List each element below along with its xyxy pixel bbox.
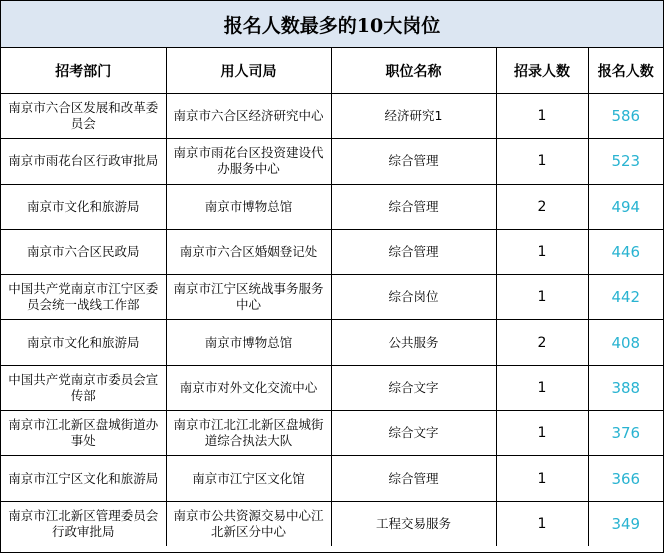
hires-cell: 1 xyxy=(496,501,588,546)
bureau-cell: 南京市公共资源交易中心江北新区分中心 xyxy=(166,501,331,546)
hires-cell: 1 xyxy=(496,275,588,320)
table-row xyxy=(1,411,663,456)
position-cell: 综合岗位 xyxy=(331,275,496,320)
table-row xyxy=(1,229,663,274)
dept-cell: 南京市江北新区盘城街道办事处 xyxy=(1,411,166,456)
header-hires: 招录人数 xyxy=(496,48,588,94)
bureau-cell: 南京市江北江北新区盘城街道综合执法大队 xyxy=(166,411,331,456)
hires-cell: 1 xyxy=(496,411,588,456)
position-cell: 综合文字 xyxy=(331,365,496,410)
position-cell: 综合管理 xyxy=(331,456,496,501)
table-row xyxy=(1,139,663,184)
applicants-cell: 446 xyxy=(588,229,663,274)
dept-cell: 南京市文化和旅游局 xyxy=(1,320,166,365)
position-cell: 综合管理 xyxy=(331,184,496,229)
hires-cell: 1 xyxy=(496,139,588,184)
title-row xyxy=(1,1,663,48)
dept-cell: 南京市六合区发展和改革委员会 xyxy=(1,94,166,139)
hires-cell: 1 xyxy=(496,94,588,139)
bureau-cell: 南京市江宁区文化馆 xyxy=(166,456,331,501)
header-dept: 招考部门 xyxy=(1,48,166,94)
applicants-cell: 408 xyxy=(588,320,663,365)
applicants-cell: 523 xyxy=(588,139,663,184)
position-cell: 综合管理 xyxy=(331,139,496,184)
bureau-cell: 南京市雨花台区投资建设代办服务中心 xyxy=(166,139,331,184)
hires-cell: 1 xyxy=(496,365,588,410)
table-row xyxy=(1,365,663,410)
table-row xyxy=(1,456,663,501)
dept-cell: 南京市六合区民政局 xyxy=(1,229,166,274)
dept-cell: 南京市雨花台区行政审批局 xyxy=(1,139,166,184)
bureau-cell: 南京市对外文化交流中心 xyxy=(166,365,331,410)
header-position: 职位名称 xyxy=(331,48,496,94)
table-row xyxy=(1,275,663,320)
position-cell: 综合文字 xyxy=(331,411,496,456)
dept-cell: 南京市江宁区文化和旅游局 xyxy=(1,456,166,501)
header-row xyxy=(1,48,663,94)
applicants-cell: 586 xyxy=(588,94,663,139)
bureau-cell: 南京市博物总馆 xyxy=(166,320,331,365)
position-cell: 工程交易服务 xyxy=(331,501,496,546)
header-applicants: 报名人数 xyxy=(588,48,663,94)
table-row xyxy=(1,501,663,546)
bureau-cell: 南京市六合区经济研究中心 xyxy=(166,94,331,139)
applicants-cell: 366 xyxy=(588,456,663,501)
bureau-cell: 南京市博物总馆 xyxy=(166,184,331,229)
position-cell: 公共服务 xyxy=(331,320,496,365)
applicants-cell: 376 xyxy=(588,411,663,456)
applicants-cell: 494 xyxy=(588,184,663,229)
bureau-cell: 南京市江宁区统战事务服务中心 xyxy=(166,275,331,320)
hires-cell: 1 xyxy=(496,229,588,274)
dept-cell: 中国共产党南京市江宁区委员会统一战线工作部 xyxy=(1,275,166,320)
position-cell: 综合管理 xyxy=(331,229,496,274)
bureau-cell: 南京市六合区婚姻登记处 xyxy=(166,229,331,274)
ranking-table xyxy=(1,1,663,546)
applicants-cell: 388 xyxy=(588,365,663,410)
applicants-cell: 349 xyxy=(588,501,663,546)
table-row xyxy=(1,320,663,365)
header-bureau: 用人司局 xyxy=(166,48,331,94)
dept-cell: 南京市江北新区管理委员会行政审批局 xyxy=(1,501,166,546)
table-title: 报名人数最多的10大岗位 xyxy=(1,1,663,48)
hires-cell: 1 xyxy=(496,456,588,501)
hires-cell: 2 xyxy=(496,320,588,365)
dept-cell: 中国共产党南京市委员会宣传部 xyxy=(1,365,166,410)
dept-cell: 南京市文化和旅游局 xyxy=(1,184,166,229)
table-row xyxy=(1,94,663,139)
applicants-cell: 442 xyxy=(588,275,663,320)
position-cell: 经济研究1 xyxy=(331,94,496,139)
table-row xyxy=(1,184,663,229)
hires-cell: 2 xyxy=(496,184,588,229)
